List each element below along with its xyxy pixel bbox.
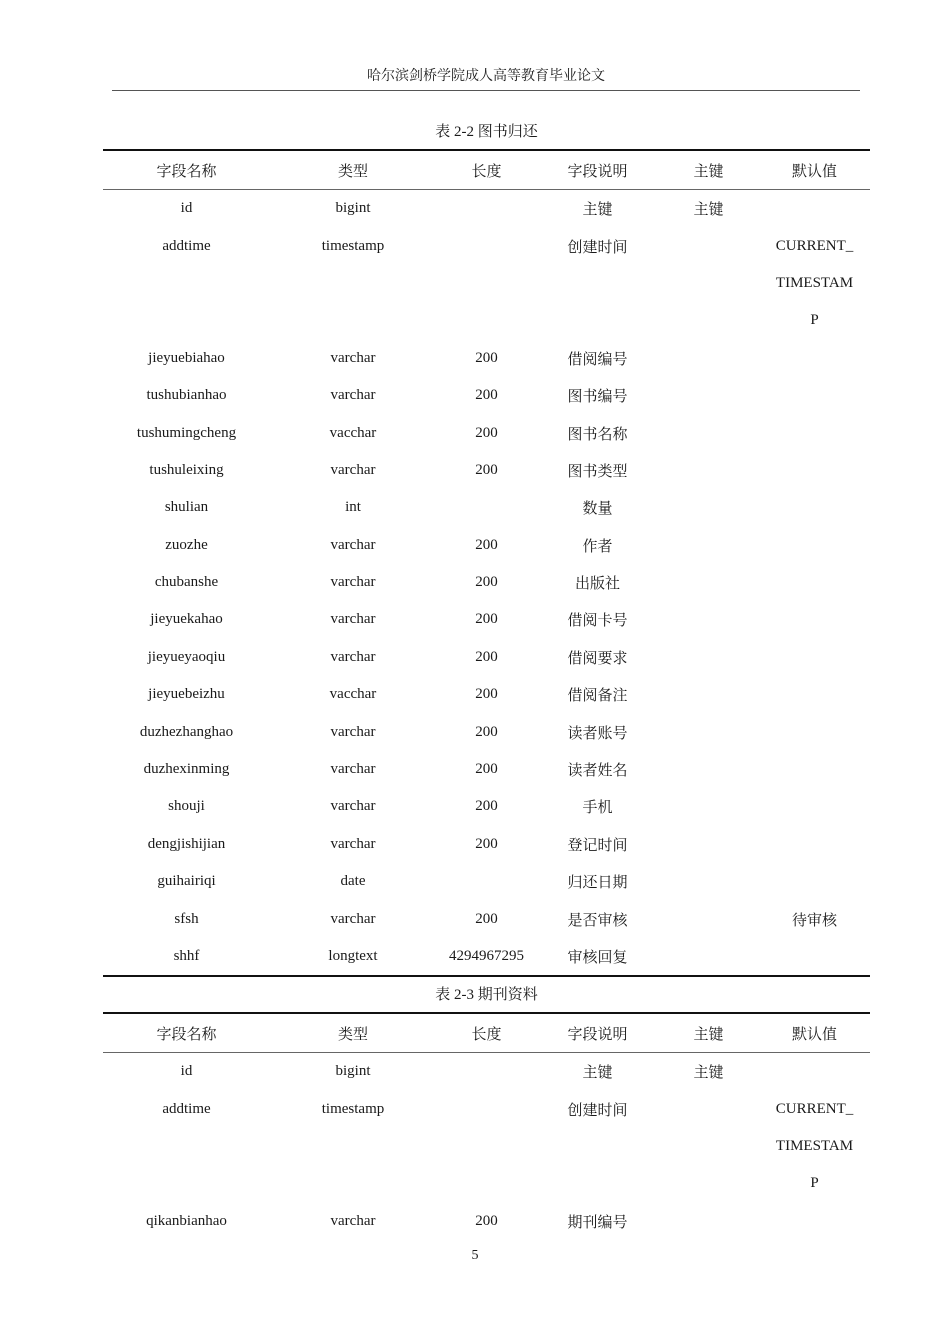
- table-cell: varchar: [330, 798, 376, 815]
- table-cell: varchar: [330, 611, 376, 628]
- table-cell: 主键: [582, 1065, 613, 1082]
- table-cell: [658, 1165, 759, 1202]
- table-cell: jieyuebiahao: [148, 349, 225, 366]
- table-cell: date: [340, 873, 366, 890]
- table-cell: varchar: [330, 761, 376, 778]
- table-cell: [436, 1165, 537, 1202]
- table-cell: [658, 265, 759, 302]
- table-2-3: [103, 1012, 870, 1240]
- table-cell: 200: [475, 611, 498, 628]
- table-cell: 200: [475, 648, 498, 665]
- table-cell: TIMESTAM: [775, 1137, 854, 1154]
- table-2-2-caption: 表 2-2 图书归还: [435, 124, 538, 140]
- table-cell: 出版社: [574, 576, 620, 593]
- table-cell: [436, 227, 537, 264]
- table-cell: [537, 1128, 658, 1165]
- column-header: 默认值: [759, 150, 870, 190]
- table-cell: 借阅卡号: [567, 613, 628, 630]
- table-cell: [436, 1090, 537, 1127]
- table-cell: [759, 601, 870, 638]
- table-cell: [759, 452, 870, 489]
- table-cell: [103, 302, 270, 339]
- table-cell: [759, 713, 870, 750]
- table-cell: 图书名称: [567, 426, 628, 443]
- table-cell: 归还日期: [567, 875, 628, 892]
- table-cell: [270, 1128, 436, 1165]
- table-cell: TIMESTAM: [775, 274, 854, 291]
- table-cell: tushubianhao: [146, 387, 227, 404]
- table-cell: [759, 751, 870, 788]
- table-cell: vacchar: [329, 424, 377, 441]
- table-row: [103, 302, 870, 339]
- table-cell: [658, 713, 759, 750]
- table-cell: [658, 788, 759, 825]
- table-cell: [436, 489, 537, 526]
- table-cell: varchar: [330, 723, 376, 740]
- table-cell: 200: [475, 349, 498, 366]
- table-cell: 借阅要求: [567, 650, 628, 667]
- table-cell: [658, 377, 759, 414]
- table-row: [103, 639, 870, 676]
- table-cell: [759, 340, 870, 377]
- table-cell: [436, 302, 537, 339]
- table-cell: varchar: [330, 835, 376, 852]
- table-cell: [759, 564, 870, 601]
- table-row: [103, 900, 870, 937]
- table-cell: [658, 452, 759, 489]
- table-cell: bigint: [335, 1063, 371, 1080]
- table-cell: zuozhe: [165, 536, 208, 553]
- table-cell: jieyuekahao: [150, 611, 223, 628]
- table-cell: 读者姓名: [567, 763, 628, 780]
- table-cell: varchar: [330, 461, 376, 478]
- table-cell: [270, 1165, 436, 1202]
- table-cell: P: [810, 1175, 819, 1192]
- table-cell: 读者账号: [567, 725, 628, 742]
- table-cell: 借阅编号: [567, 351, 628, 368]
- table-cell: 200: [475, 536, 498, 553]
- table-cell: 200: [475, 910, 498, 927]
- table-cell: varchar: [330, 648, 376, 665]
- table-cell: [658, 489, 759, 526]
- table-cell: 创建时间: [567, 1102, 628, 1119]
- table-cell: [759, 639, 870, 676]
- table-row: [103, 190, 870, 228]
- table-cell: [658, 1090, 759, 1127]
- table-cell: sfsh: [174, 910, 199, 927]
- column-header: 默认值: [759, 1013, 870, 1053]
- table-cell: 200: [475, 387, 498, 404]
- table-cell: id: [180, 200, 193, 217]
- table-cell: [658, 601, 759, 638]
- table-cell: 期刊编号: [567, 1214, 628, 1231]
- table-row: [103, 527, 870, 564]
- column-header: 字段名称: [103, 1013, 270, 1053]
- table-cell: dengjishijian: [147, 835, 226, 852]
- table-cell: [658, 676, 759, 713]
- table-cell: [103, 1128, 270, 1165]
- table-cell: [759, 527, 870, 564]
- table-cell: [537, 265, 658, 302]
- table-cell: [270, 302, 436, 339]
- table-cell: [759, 788, 870, 825]
- table-cell: 200: [475, 574, 498, 591]
- table-cell: P: [810, 312, 819, 329]
- table-row: [103, 414, 870, 451]
- table-cell: int: [345, 499, 361, 516]
- table-cell: [658, 227, 759, 264]
- table-row: [103, 938, 870, 976]
- table-cell: 数量: [582, 501, 613, 518]
- table-cell: tushumingcheng: [136, 424, 237, 441]
- table-cell: 200: [475, 1212, 498, 1229]
- table-cell: 主键: [582, 202, 613, 219]
- page-header: 哈尔滨剑桥学院成人高等教育毕业论文: [112, 66, 860, 91]
- table-cell: shhf: [173, 948, 200, 964]
- table-cell: addtime: [162, 1100, 211, 1117]
- table-cell: [759, 190, 870, 228]
- table-cell: 手机: [582, 800, 613, 817]
- table-cell: duzhezhanghao: [139, 723, 234, 740]
- table-row: [103, 601, 870, 638]
- table-cell: [658, 900, 759, 937]
- table-cell: 图书类型: [567, 463, 628, 480]
- table-row: [103, 1053, 870, 1091]
- table-cell: [436, 265, 537, 302]
- column-header: 字段说明: [537, 1013, 658, 1053]
- table-cell: 200: [475, 798, 498, 815]
- table-row: [103, 676, 870, 713]
- table-cell: [759, 1053, 870, 1091]
- table-cell: 4294967295: [449, 948, 524, 964]
- table-row: [103, 265, 870, 302]
- table-cell: 主键: [693, 1065, 724, 1082]
- table-row: [103, 713, 870, 750]
- table-cell: guihairiqi: [157, 873, 216, 890]
- table-2-2: [103, 149, 870, 977]
- table-row: [103, 1165, 870, 1202]
- table-cell: [658, 527, 759, 564]
- table-cell: [759, 414, 870, 451]
- table-cell: [658, 639, 759, 676]
- table-cell: [759, 863, 870, 900]
- table-row: [103, 227, 870, 264]
- table-cell: [658, 564, 759, 601]
- table-cell: duzhexinming: [143, 761, 230, 778]
- table-cell: varchar: [330, 387, 376, 404]
- table-row: [103, 751, 870, 788]
- table-row: [103, 564, 870, 601]
- table-cell: [658, 1203, 759, 1240]
- table-2-3-caption: 表 2-3 期刊资料: [435, 987, 538, 1003]
- table-cell: [103, 1165, 270, 1202]
- table-cell: [658, 414, 759, 451]
- table-cell: shulian: [164, 499, 209, 516]
- table-cell: vacchar: [329, 686, 377, 703]
- table-cell: bigint: [335, 200, 371, 217]
- table-cell: 200: [475, 461, 498, 478]
- table-cell: [759, 489, 870, 526]
- table-cell: varchar: [330, 536, 376, 553]
- table-cell: 200: [475, 723, 498, 740]
- table-cell: 作者: [582, 538, 613, 555]
- table-cell: varchar: [330, 910, 376, 927]
- column-header: 类型: [270, 150, 436, 190]
- table-row: [103, 489, 870, 526]
- table-cell: 审核回复: [567, 950, 628, 966]
- table-cell: [759, 826, 870, 863]
- table-cell: [537, 302, 658, 339]
- table-cell: [436, 1128, 537, 1165]
- table-cell: [759, 676, 870, 713]
- table-cell: 待审核: [791, 912, 837, 929]
- table-cell: shouji: [168, 798, 205, 815]
- table-cell: [103, 265, 270, 302]
- table-cell: [436, 863, 537, 900]
- table-cell: [537, 1165, 658, 1202]
- table-row: [103, 377, 870, 414]
- table-cell: [436, 190, 537, 228]
- table-cell: [759, 377, 870, 414]
- table-cell: 200: [475, 761, 498, 778]
- table-cell: 借阅备注: [567, 688, 628, 705]
- column-header: 长度: [436, 1013, 537, 1053]
- table-cell: addtime: [162, 237, 211, 254]
- table-cell: timestamp: [321, 237, 385, 254]
- table-cell: tushuleixing: [149, 461, 224, 478]
- table-cell: [270, 265, 436, 302]
- table-cell: [759, 938, 870, 976]
- column-header: 主键: [658, 1013, 759, 1053]
- table-cell: varchar: [330, 574, 376, 591]
- table-cell: longtext: [328, 948, 378, 964]
- table-cell: timestamp: [321, 1100, 385, 1117]
- table-cell: 创建时间: [567, 239, 628, 256]
- table-row: [103, 340, 870, 377]
- table-cell: [658, 340, 759, 377]
- table-cell: [658, 938, 759, 976]
- table-cell: 主键: [693, 202, 724, 219]
- table-row: [103, 1203, 870, 1240]
- table-cell: [658, 302, 759, 339]
- table-row: [103, 452, 870, 489]
- table-row: [103, 788, 870, 825]
- table-cell: 200: [475, 424, 498, 441]
- table-cell: id: [180, 1063, 193, 1080]
- table-row: [103, 826, 870, 863]
- table-cell: CURRENT_: [775, 1100, 854, 1117]
- column-header: 字段说明: [537, 150, 658, 190]
- table-cell: varchar: [330, 1212, 376, 1229]
- table-cell: 是否审核: [567, 912, 628, 929]
- table-header-row: [103, 1013, 870, 1053]
- table-cell: 登记时间: [567, 837, 628, 854]
- table-cell: [759, 1203, 870, 1240]
- table-cell: 200: [475, 686, 498, 703]
- table-cell: [658, 751, 759, 788]
- column-header: 主键: [658, 150, 759, 190]
- table-cell: jieyuebeizhu: [148, 686, 225, 703]
- column-header: 长度: [436, 150, 537, 190]
- page-number: 5: [471, 1248, 479, 1263]
- table-cell: qikanbianhao: [146, 1212, 227, 1229]
- column-header: 类型: [270, 1013, 436, 1053]
- table-row: [103, 1128, 870, 1165]
- table-cell: [436, 1053, 537, 1091]
- column-header: 字段名称: [103, 150, 270, 190]
- table-cell: 图书编号: [567, 389, 628, 406]
- table-cell: chubanshe: [154, 574, 219, 591]
- table-header-row: [103, 150, 870, 190]
- table-row: [103, 863, 870, 900]
- table-cell: CURRENT_: [775, 237, 854, 254]
- table-cell: [658, 1128, 759, 1165]
- table-cell: jieyueyaoqiu: [147, 648, 226, 665]
- table-cell: varchar: [330, 349, 376, 366]
- table-cell: [658, 863, 759, 900]
- table-cell: 200: [475, 835, 498, 852]
- table-cell: [658, 826, 759, 863]
- table-row: [103, 1090, 870, 1127]
